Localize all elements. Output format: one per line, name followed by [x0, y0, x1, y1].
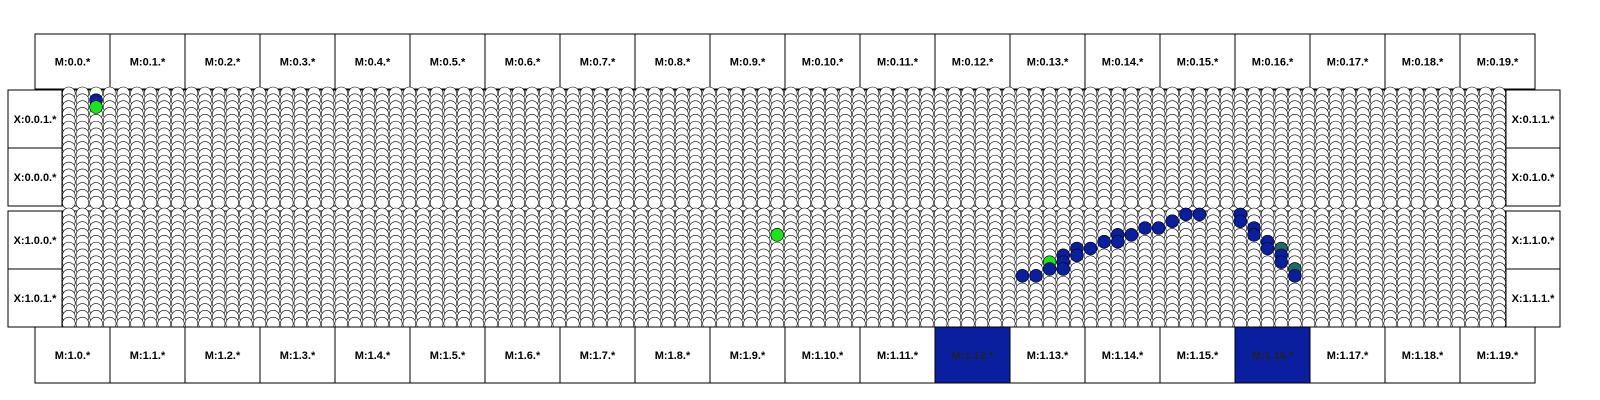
bottom-module-3 [260, 327, 335, 383]
node [1302, 196, 1315, 209]
node [457, 196, 470, 209]
node [553, 196, 566, 209]
node [621, 196, 634, 209]
node [962, 196, 975, 209]
node-blue [1084, 242, 1097, 255]
node [280, 196, 293, 209]
side-label-text: X:0.1.0.* [1511, 172, 1555, 184]
module-label: M:0.11.* [877, 56, 918, 69]
bottom-module-2 [185, 327, 260, 383]
module-label: M:1.12.* [951, 350, 994, 362]
module-label: M:1.10.* [801, 350, 844, 362]
node [1275, 196, 1288, 209]
module-label: M:0.19.* [1476, 56, 1519, 69]
node [240, 196, 253, 209]
node-grid-panel-1 [62, 208, 1506, 330]
node [253, 196, 266, 209]
module-label: M:0.12.* [951, 56, 994, 69]
module-label: M:1.3.* [279, 350, 316, 362]
node [921, 196, 934, 209]
module-label: M:0.6.* [504, 56, 541, 69]
top-module-0 [35, 34, 110, 89]
node [1016, 196, 1029, 209]
node [893, 196, 906, 209]
node [526, 196, 539, 209]
node [539, 196, 552, 209]
top-module-13 [1010, 34, 1085, 89]
top-module-row [35, 34, 1535, 89]
node [880, 196, 893, 209]
module-label: M:0.15.* [1176, 56, 1219, 69]
bottom-module-19 [1460, 327, 1535, 383]
node [1261, 196, 1274, 209]
node [90, 196, 103, 209]
module-label: M:0.16.* [1251, 56, 1294, 69]
bottom-module-15 [1160, 327, 1235, 383]
module-label: M:0.1.* [129, 56, 166, 69]
module-label: M:1.14.* [1101, 350, 1144, 362]
node [1452, 196, 1465, 209]
node-blue [1016, 269, 1029, 282]
node [321, 196, 334, 209]
bottom-module-17 [1310, 327, 1385, 383]
node-blue [1248, 228, 1261, 241]
node [512, 196, 525, 209]
top-module-8 [635, 34, 710, 89]
node [1343, 196, 1356, 209]
right-label-2 [1506, 211, 1560, 269]
node-grid-panel-0 [62, 87, 1506, 209]
node [1248, 196, 1261, 209]
top-module-9 [710, 34, 785, 89]
node [1098, 196, 1111, 209]
node [1070, 196, 1083, 209]
bottom-module-4 [335, 327, 410, 383]
right-label-1 [1506, 148, 1560, 206]
bottom-module-16 [1235, 327, 1310, 383]
node [594, 196, 607, 209]
node-blue [1234, 215, 1247, 228]
bottom-module-5 [410, 327, 485, 383]
node [839, 196, 852, 209]
module-label: M:1.7.* [579, 350, 616, 362]
bottom-module-11 [860, 327, 935, 383]
bottom-module-9 [710, 327, 785, 383]
bottom-module-8 [635, 327, 710, 383]
node [1493, 196, 1506, 209]
node-blue [1275, 256, 1288, 269]
node [1193, 196, 1206, 209]
node [675, 196, 688, 209]
side-label-text: X:1.1.1.* [1511, 293, 1555, 305]
module-label: M:1.17.* [1326, 350, 1369, 362]
node [812, 196, 825, 209]
node [825, 196, 838, 209]
node [948, 196, 961, 209]
bottom-module-10 [785, 327, 860, 383]
node [1030, 196, 1043, 209]
node [226, 196, 239, 209]
node [1125, 196, 1138, 209]
top-module-14 [1085, 34, 1160, 89]
left-label-3 [8, 269, 62, 327]
top-module-16 [1235, 34, 1310, 89]
right-label-3 [1506, 269, 1560, 327]
module-label: M:1.5.* [429, 350, 466, 362]
top-module-17 [1310, 34, 1385, 89]
top-module-18 [1385, 34, 1460, 89]
node-blue [1261, 242, 1274, 255]
side-label-text: X:1.0.0.* [13, 235, 57, 247]
node [389, 196, 402, 209]
side-label-text: X:0.0.0.* [13, 172, 57, 184]
node [798, 196, 811, 209]
bottom-module-13 [1010, 327, 1085, 383]
node [853, 196, 866, 209]
node [662, 196, 675, 209]
node [1111, 196, 1124, 209]
node [635, 196, 648, 209]
module-label: M:1.6.* [504, 350, 541, 362]
node [771, 196, 784, 209]
module-label: M:0.13.* [1026, 56, 1069, 69]
node [703, 196, 716, 209]
node [744, 196, 757, 209]
node-blue [1057, 263, 1070, 276]
top-module-5 [410, 34, 485, 89]
module-label: M:1.11.* [877, 350, 918, 362]
module-label: M:1.19.* [1476, 350, 1519, 362]
node [1466, 196, 1479, 209]
bottom-module-7 [560, 327, 635, 383]
node [907, 196, 920, 209]
top-module-6 [485, 34, 560, 89]
node [444, 196, 457, 209]
node-blue [1070, 249, 1083, 262]
module-label: M:0.9.* [729, 56, 766, 69]
node [689, 196, 702, 209]
module-label: M:0.8.* [654, 56, 691, 69]
module-label: M:1.16.* [1251, 350, 1294, 362]
node-blue [1043, 263, 1056, 276]
top-module-11 [860, 34, 935, 89]
module-label: M:0.7.* [579, 56, 616, 69]
node [757, 196, 770, 209]
node [1166, 196, 1179, 209]
module-label: M:1.1.* [129, 350, 166, 362]
top-module-12 [935, 34, 1010, 89]
node [866, 196, 879, 209]
node [1043, 196, 1056, 209]
module-label: M:0.0.* [54, 56, 91, 69]
module-label: M:0.5.* [429, 56, 466, 69]
node [117, 196, 130, 209]
side-label-text: X:0.0.1.* [13, 114, 57, 126]
node [1438, 196, 1451, 209]
right-label-0 [1506, 90, 1560, 148]
node-blue [1111, 235, 1124, 248]
node [1139, 196, 1152, 209]
node [784, 196, 797, 209]
bottom-module-14 [1085, 327, 1160, 383]
bottom-module-12 [935, 327, 1010, 383]
left-label-1 [8, 148, 62, 206]
node [716, 196, 729, 209]
module-label: M:1.0.* [54, 350, 91, 362]
node [1057, 196, 1070, 209]
node-blue [1166, 215, 1179, 228]
node [131, 196, 144, 209]
module-label: M:1.18.* [1401, 350, 1444, 362]
bottom-module-6 [485, 327, 560, 383]
node-green [90, 101, 103, 114]
node [934, 196, 947, 209]
node-blue [1179, 208, 1192, 221]
top-module-19 [1460, 34, 1535, 89]
node [1425, 196, 1438, 209]
top-module-7 [560, 34, 635, 89]
module-label: M:1.2.* [204, 350, 241, 362]
module-label: M:1.9.* [729, 350, 766, 362]
module-label: M:0.17.* [1326, 56, 1369, 69]
node [1316, 196, 1329, 209]
node [498, 196, 511, 209]
module-label: M:1.4.* [354, 350, 391, 362]
node [485, 196, 498, 209]
active-nodes [90, 94, 103, 114]
side-label-text: X:1.0.1.* [13, 293, 57, 305]
node [335, 196, 348, 209]
top-module-2 [185, 34, 260, 89]
top-module-4 [335, 34, 410, 89]
node [1220, 196, 1233, 209]
module-label: M:0.2.* [204, 56, 241, 69]
left-label-0 [8, 90, 62, 148]
node [1370, 196, 1383, 209]
bottom-module-0 [35, 327, 110, 383]
node-blue [1030, 269, 1043, 282]
node [212, 196, 225, 209]
node-blue [1288, 269, 1301, 282]
node-blue [1152, 222, 1165, 235]
top-module-15 [1160, 34, 1235, 89]
node [62, 196, 75, 209]
node [1479, 196, 1492, 209]
node [1384, 196, 1397, 209]
node [566, 196, 579, 209]
node [1329, 196, 1342, 209]
node [1288, 196, 1301, 209]
node [362, 196, 375, 209]
node-blue [1193, 208, 1206, 221]
node [1084, 196, 1097, 209]
node [103, 196, 116, 209]
module-label: M:0.14.* [1101, 56, 1144, 69]
node [730, 196, 743, 209]
node [158, 196, 171, 209]
node [1357, 196, 1370, 209]
node [989, 196, 1002, 209]
node-blue [1139, 222, 1152, 235]
node [1397, 196, 1410, 209]
top-module-3 [260, 34, 335, 89]
node [348, 196, 361, 209]
bottom-module-1 [110, 327, 185, 383]
module-label: M:0.4.* [354, 56, 391, 69]
node-grid-panels [62, 87, 1506, 330]
node [430, 196, 443, 209]
node [1002, 196, 1015, 209]
left-label-2 [8, 211, 62, 269]
node-blue [1125, 228, 1138, 241]
node [1207, 196, 1220, 209]
node [308, 196, 321, 209]
bottom-module-row [35, 327, 1535, 383]
node [267, 196, 280, 209]
module-label: M:1.15.* [1176, 350, 1219, 362]
node [403, 196, 416, 209]
bottom-module-18 [1385, 327, 1460, 383]
node [1411, 196, 1424, 209]
module-label: M:0.18.* [1401, 56, 1444, 69]
node [471, 196, 484, 209]
side-label-text: X:0.1.1.* [1511, 114, 1555, 126]
top-module-10 [785, 34, 860, 89]
top-module-1 [110, 34, 185, 89]
module-label: M:0.3.* [279, 56, 316, 69]
node [1234, 196, 1247, 209]
node-green [771, 228, 784, 241]
node [417, 196, 430, 209]
node [580, 196, 593, 209]
node-blue [1098, 235, 1111, 248]
node [1179, 196, 1192, 209]
node [607, 196, 620, 209]
module-label: M:1.8.* [654, 350, 691, 362]
node [1152, 196, 1165, 209]
node [185, 196, 198, 209]
node [648, 196, 661, 209]
node [975, 196, 988, 209]
module-label: M:0.10.* [801, 56, 844, 69]
node [199, 196, 212, 209]
side-label-text: X:1.1.0.* [1511, 235, 1555, 247]
node [76, 196, 89, 209]
node [144, 196, 157, 209]
node [294, 196, 307, 209]
node [376, 196, 389, 209]
node [171, 196, 184, 209]
module-label: M:1.13.* [1026, 350, 1069, 362]
